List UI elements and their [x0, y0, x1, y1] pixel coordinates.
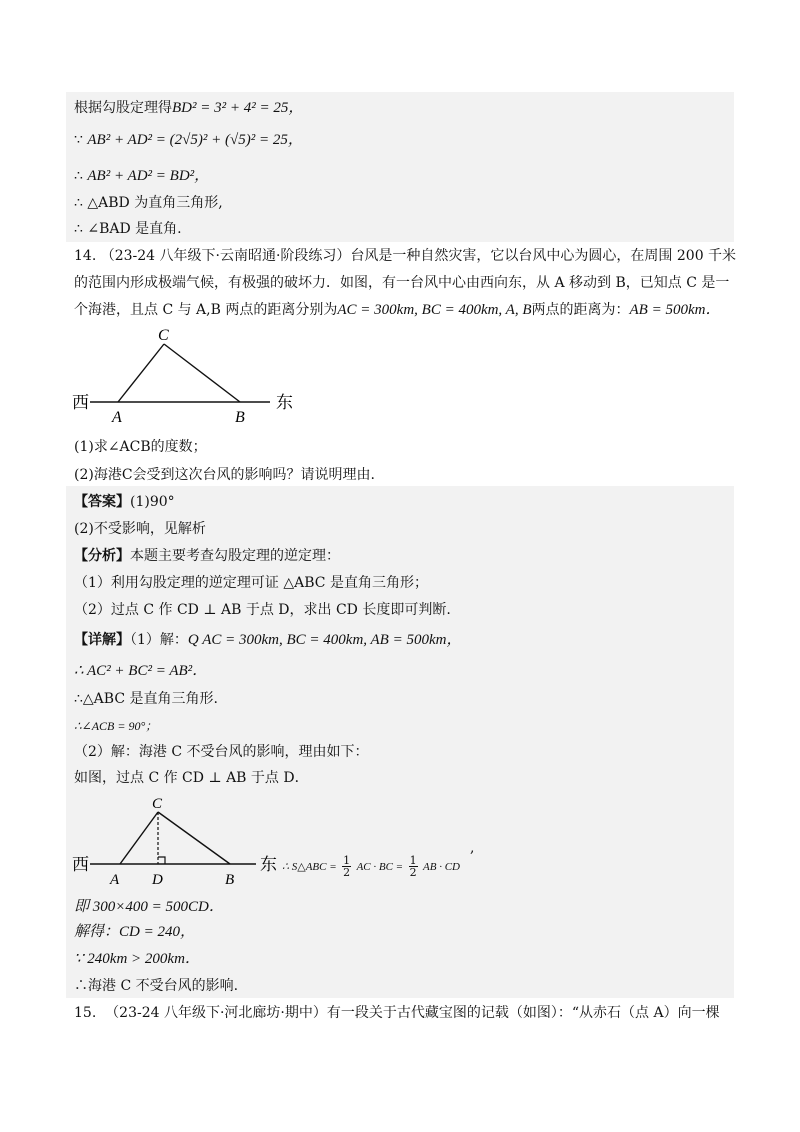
q14-stem-line-3: 个海港，且点 C 与 A,B 两点的距离分别为AC = 300km, BC = 400km, A, B两点的距离为：AB = 500km．: [74, 302, 721, 318]
fraction-half-2: $\frac{1}{2}$: [409, 853, 417, 879]
label-east: 东: [276, 393, 293, 412]
detail-line-3: ∴△ABC 是直角三角形.: [74, 691, 218, 707]
answer-line-2: (2)不受影响，见解析: [74, 521, 206, 537]
proof-line-1: 根据勾股定理得BD² = 3² + 4² = 25，: [74, 100, 304, 116]
analysis-line: 【分析】本题主要考查勾股定理的逆定理：: [74, 548, 340, 564]
detail-line-5: （2）解：海港 C 不受台风的影响，理由如下：: [74, 744, 369, 760]
detail-line-9: ∵ 240km > 200km．: [74, 951, 200, 967]
label-d-2: D: [152, 872, 163, 888]
figure-triangle-abc: [70, 322, 310, 432]
detail-line-4: ∴∠ACB = 90°；: [74, 719, 158, 733]
detail-line-10: ∴海港 C 不受台风的影响.: [74, 978, 239, 994]
label-a-2: A: [110, 872, 120, 888]
q14-sub-question-2: (2)海港C会受到这次台风的影响吗？请说明理由.: [74, 467, 375, 483]
q14-sub-question-1: (1)求∠ACB的度数；: [74, 439, 207, 455]
right-angle-mark: [158, 857, 165, 864]
proof-line-2: ∵ AB² + AD² = (2√5)² + (√5)² = 25，: [74, 132, 303, 148]
label-a: A: [112, 409, 122, 426]
label-c-2: C: [152, 796, 163, 812]
proof-line-3: ∴ AB² + AD² = BD²，: [74, 168, 210, 184]
analysis-step-1: （1）利用勾股定理的逆定理可证 △ABC 是直角三角形；: [74, 575, 428, 591]
q14-stem-line-2: 的范围内形成极端气候，有极强的破坏力．如图，有一台风中心由西向东，从 A 移动到 B，已知点 C 是一: [74, 275, 730, 291]
fraction-half-1: $\frac{1}{2}$: [343, 853, 351, 879]
label-b: B: [235, 409, 245, 426]
label-east-2: 东: [260, 855, 277, 874]
detail-line-2: ∴ AC² + BC² = AB²．: [74, 663, 208, 679]
label-west-2: 西: [72, 855, 89, 874]
detail-line-7: 即 300×400 = 500CD．: [74, 899, 224, 915]
segment-bc: [164, 344, 240, 402]
q14-stem-line-1: 14. （23-24 八年级下·云南昭通·阶段练习）台风是一种自然灾害，它以台风中心为圆心，在周围 200 千米: [74, 248, 737, 264]
detail-line-8: 解得：CD = 240，: [74, 924, 195, 940]
trailing-comma: ,: [470, 840, 475, 856]
segment-bc-2: [158, 812, 230, 864]
answer-line: 【答案】(1)90°: [74, 494, 175, 510]
label-b-2: B: [225, 872, 235, 888]
proof-line-4: ∴ △ABD 为直角三角形,: [74, 195, 223, 211]
area-formula: ∴ S△ABC = $\frac{1}{2}$ AC · BC = $\frac{1}{2}$ AB · CD: [282, 853, 460, 879]
segment-ac-2: [120, 812, 158, 864]
q15-stem-line-1: 15. （23-24 八年级下·河北廊坊·期中）有一段关于古代藏宝图的记载（如图）：“从赤石（点 A）向一棵: [74, 1005, 720, 1021]
q15-number: 15.: [74, 1005, 97, 1021]
detail-line-1: 【详解】（1）解：Q AC = 300km, BC = 400km, AB = 500km，: [74, 632, 462, 648]
segment-ac: [118, 344, 164, 402]
figure-triangle-abc-with-altitude: [70, 794, 280, 890]
detail-line-6: 如图，过点 C 作 CD ⊥ AB 于点 D．: [74, 770, 309, 786]
label-c: C: [158, 327, 169, 344]
label-west: 西: [72, 393, 89, 412]
analysis-step-2: （2）过点 C 作 CD ⊥ AB 于点 D，求出 CD 长度即可判断.: [74, 602, 451, 618]
q14-number: 14.: [74, 248, 97, 264]
proof-line-5: ∴ ∠BAD 是直角.: [74, 221, 182, 237]
